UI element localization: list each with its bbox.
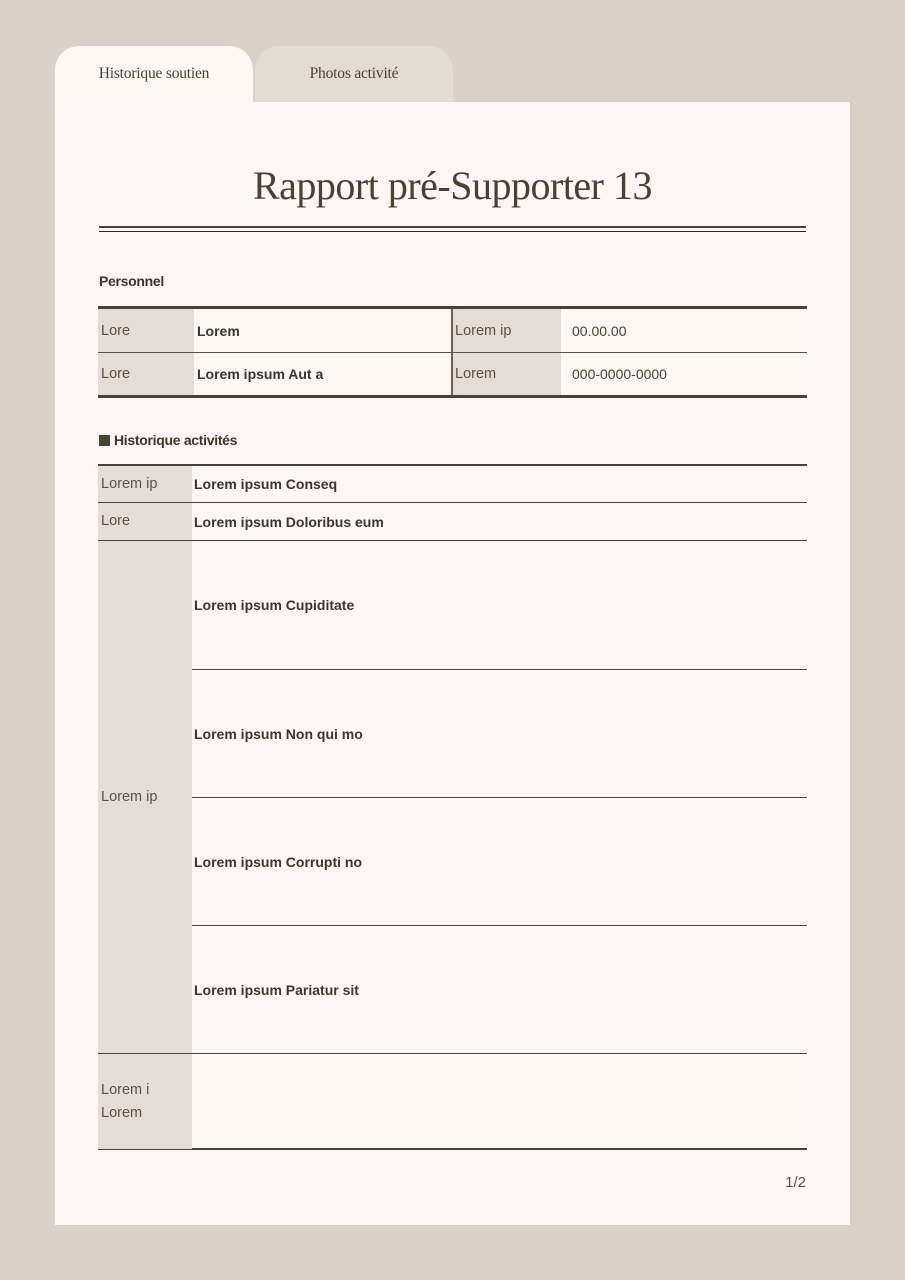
table-row xyxy=(98,1053,807,1148)
activity-group xyxy=(98,540,807,1053)
title-divider xyxy=(99,226,806,232)
field-label: Lore xyxy=(98,353,194,395)
list-item: Lorem ipsum Cupiditate xyxy=(194,597,355,613)
list-item: Lorem ipsum Pariatur sit xyxy=(192,925,807,1053)
table-row xyxy=(98,309,807,352)
activities-heading-text: Historique activités xyxy=(114,432,238,448)
field-value: 000-0000-0000 xyxy=(561,353,807,395)
list-item: Lorem ipsum Non qui mo xyxy=(192,669,807,797)
field-label: Lorem ip xyxy=(98,466,192,502)
field-label: Lore xyxy=(98,503,192,540)
label-line: Lorem i xyxy=(101,1081,150,1098)
field-value: 00.00.00 xyxy=(561,309,807,352)
personnel-table xyxy=(98,306,807,398)
table-row xyxy=(98,352,807,395)
page-title: Rapport pré-Supporter 13 xyxy=(252,163,652,208)
square-bullet-icon xyxy=(99,435,110,446)
field-value: Lorem ipsum Conseq xyxy=(194,476,338,492)
field-value: Lorem ipsum Doloribus eum xyxy=(194,513,384,530)
field-value: Lorem xyxy=(194,309,451,352)
field-value: Lorem ipsum Aut a xyxy=(194,353,451,395)
page-indicator: 1/2 xyxy=(785,1174,806,1191)
table-row xyxy=(98,502,807,540)
table-row xyxy=(98,466,807,502)
tab-photos-activite[interactable]: Photos activité xyxy=(255,46,453,102)
field-value xyxy=(192,1054,807,1148)
activities-heading xyxy=(99,432,237,448)
field-label xyxy=(98,1054,192,1149)
field-label: Lorem ip xyxy=(451,309,561,352)
tab-bar xyxy=(55,46,453,102)
list-item: Lorem ipsum Corrupti no xyxy=(192,797,807,925)
field-label: Lore xyxy=(98,309,194,352)
activities-table xyxy=(98,464,807,1150)
document-page xyxy=(55,102,850,1225)
label-line: Lorem xyxy=(101,1104,143,1121)
group-label: Lorem ip xyxy=(98,541,192,1053)
field-label: Lorem xyxy=(451,353,561,395)
tab-historique-soutien[interactable]: Historique soutien xyxy=(55,46,253,102)
group-items xyxy=(192,541,807,1053)
personnel-heading: Personnel xyxy=(99,273,164,289)
